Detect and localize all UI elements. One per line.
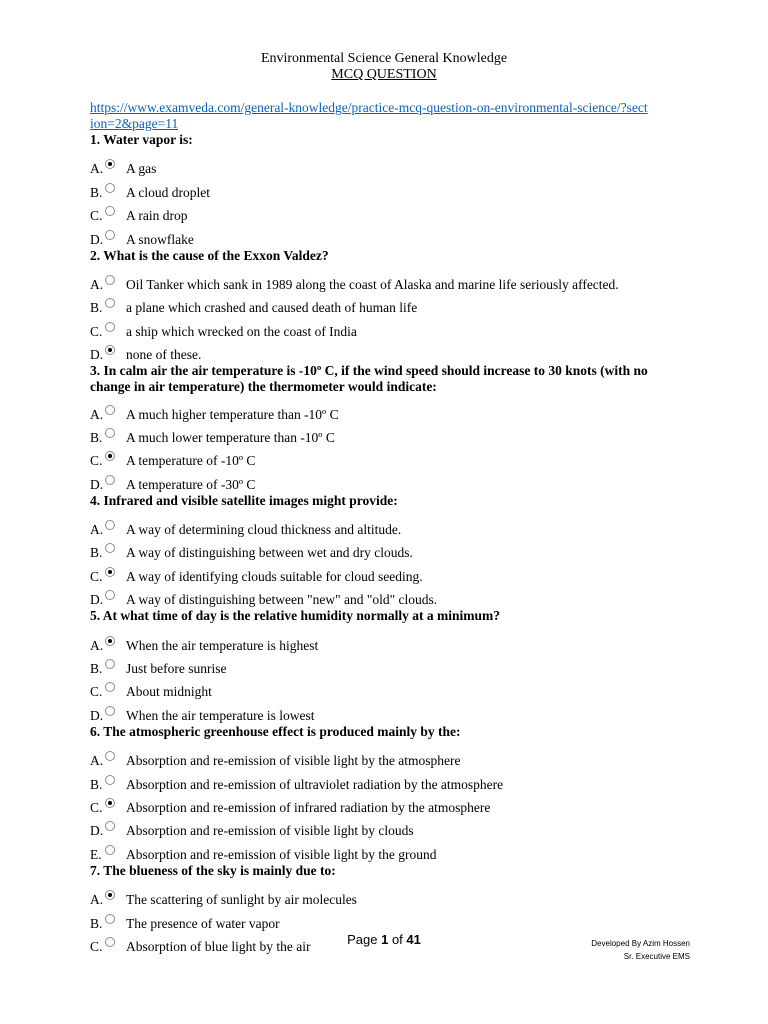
answer-option[interactable] (90, 839, 690, 862)
answer-option[interactable] (90, 908, 690, 931)
option-text: A snowflake (126, 231, 194, 247)
option-letter: C. (90, 453, 103, 469)
option-letter: C. (90, 208, 103, 224)
answer-option[interactable] (90, 515, 690, 538)
option-letter: D. (90, 476, 104, 492)
radio-selected-icon[interactable] (105, 159, 115, 169)
option-text: A temperature of -10º C (126, 453, 256, 469)
question-text: 1. Water vapor is: (90, 132, 193, 147)
option-letter: A. (90, 161, 104, 177)
answer-option[interactable] (90, 700, 690, 723)
developer-credit (591, 937, 690, 963)
radio-selected-icon[interactable] (105, 636, 115, 646)
radio-empty-icon[interactable] (105, 775, 115, 785)
option-letter: A. (90, 892, 104, 908)
option-letter: D. (90, 823, 104, 839)
option-letter: E. (90, 846, 102, 862)
radio-empty-icon[interactable] (105, 520, 115, 530)
option-letter: C. (90, 799, 103, 815)
question-text: 7. The blueness of the sky is mainly due to: (90, 862, 336, 878)
option-text: A gas (126, 161, 157, 177)
radio-empty-icon[interactable] (105, 751, 115, 761)
option-text: A much higher temperature than -10º C (126, 406, 339, 422)
radio-empty-icon[interactable] (105, 682, 115, 692)
question-text: 3. In calm air the air temperature is -10º C, if the wind speed should increase to 30 knots (with no change in air temperature) the thermometer would indicate: (90, 363, 648, 395)
answer-option[interactable] (90, 340, 690, 363)
answer-option[interactable] (90, 316, 690, 339)
page-of: of (391, 932, 403, 947)
option-letter: C. (90, 323, 103, 339)
answer-option[interactable] (90, 224, 690, 247)
option-text: A way of identifying clouds suitable for cloud seeding. (126, 568, 423, 584)
answer-option[interactable] (90, 538, 690, 561)
answer-option[interactable] (90, 585, 690, 608)
answer-option[interactable] (90, 293, 690, 316)
question-text: 6. The atmospheric greenhouse effect is produced mainly by the: (90, 723, 461, 739)
radio-selected-icon[interactable] (105, 798, 115, 808)
option-text: The scattering of sunlight by air molecules (126, 892, 357, 908)
answer-option[interactable] (90, 630, 690, 653)
answer-option[interactable] (90, 816, 690, 839)
option-text: A much lower temperature than -10º C (126, 429, 335, 445)
option-text: When the air temperature is highest (126, 637, 319, 653)
radio-empty-icon[interactable] (105, 230, 115, 240)
option-letter: D. (90, 347, 104, 363)
answer-option[interactable] (90, 423, 690, 446)
document-subtitle: MCQ QUESTION (331, 67, 437, 82)
answer-option[interactable] (90, 769, 690, 792)
radio-empty-icon[interactable] (105, 659, 115, 669)
source-link[interactable]: https://www.examveda.com/general-knowledge/practice-mcq-question-on-environmental-science/?section=2&page=11 (90, 100, 648, 131)
option-letter: A. (90, 406, 104, 422)
option-letter: A. (90, 276, 104, 292)
answer-option[interactable] (90, 885, 690, 908)
option-letter: B. (90, 545, 103, 561)
radio-selected-icon[interactable] (105, 567, 115, 577)
radio-empty-icon[interactable] (105, 206, 115, 216)
option-text: A temperature of -30º C (126, 476, 256, 492)
option-letter: C. (90, 938, 103, 954)
option-text: Absorption and re-emission of infrared radiation by the atmosphere (126, 799, 491, 815)
radio-empty-icon[interactable] (105, 275, 115, 285)
radio-empty-icon[interactable] (105, 475, 115, 485)
radio-selected-icon[interactable] (105, 451, 115, 461)
answer-option[interactable] (90, 201, 690, 224)
option-text: Absorption and re-emission of ultraviolet radiation by the atmosphere (126, 776, 504, 792)
answer-option[interactable] (90, 677, 690, 700)
radio-empty-icon[interactable] (105, 428, 115, 438)
option-letter: C. (90, 684, 103, 700)
answer-option[interactable] (90, 654, 690, 677)
option-letter: B. (90, 661, 103, 677)
radio-empty-icon[interactable] (105, 914, 115, 924)
radio-empty-icon[interactable] (105, 322, 115, 332)
option-text: A cloud droplet (126, 184, 210, 200)
radio-selected-icon[interactable] (105, 890, 115, 900)
radio-selected-icon[interactable] (105, 345, 115, 355)
option-letter: A. (90, 522, 104, 538)
option-text: The presence of water vapor (126, 915, 280, 931)
answer-option[interactable] (90, 270, 690, 293)
page-current: 1 (381, 932, 389, 947)
answer-option[interactable] (90, 446, 690, 469)
radio-empty-icon[interactable] (105, 590, 115, 600)
option-text: A way of distinguishing between "new" and "old" clouds. (126, 592, 438, 608)
option-text: none of these. (126, 347, 202, 363)
option-text: A rain drop (126, 208, 188, 224)
option-letter: A. (90, 637, 104, 653)
answer-option[interactable] (90, 561, 690, 584)
radio-empty-icon[interactable] (105, 183, 115, 193)
option-letter: C. (90, 568, 103, 584)
option-text: A way of determining cloud thickness and altitude. (126, 522, 402, 538)
option-text: Absorption of blue light by the air (126, 938, 311, 954)
option-letter: D. (90, 592, 104, 608)
answer-option[interactable] (90, 154, 690, 177)
option-text: Just before sunrise (126, 661, 227, 677)
option-letter: B. (90, 915, 103, 931)
page-word: Page (347, 932, 378, 947)
answer-option[interactable] (90, 746, 690, 769)
option-letter: B. (90, 429, 103, 445)
developer-line-2: Sr. Executive EMS (623, 952, 690, 961)
option-text: About midnight (126, 684, 212, 700)
answer-option[interactable] (90, 793, 690, 816)
question-text: 5. At what time of day is the relative humidity normally at a minimum? (90, 608, 500, 624)
radio-empty-icon[interactable] (105, 706, 115, 716)
radio-empty-icon[interactable] (105, 543, 115, 553)
option-letter: D. (90, 707, 104, 723)
option-text: A way of distinguishing between wet and dry clouds. (126, 545, 413, 561)
answer-option[interactable] (90, 177, 690, 200)
option-text: When the air temperature is lowest (126, 707, 315, 723)
radio-empty-icon[interactable] (105, 821, 115, 831)
option-letter: D. (90, 231, 104, 247)
answer-option[interactable] (90, 469, 690, 492)
option-text: Absorption and re-emission of visible light by the ground (126, 846, 437, 862)
page-total: 41 (406, 932, 421, 947)
question-text: 4. Infrared and visible satellite images might provide: (90, 492, 398, 508)
option-text: Absorption and re-emission of visible light by the atmosphere (126, 753, 461, 769)
option-letter: B. (90, 300, 103, 316)
radio-empty-icon[interactable] (105, 298, 115, 308)
option-text: a ship which wrecked on the coast of India (126, 323, 357, 339)
option-letter: A. (90, 753, 104, 769)
developer-line-1: Developed By Azim Hossen (591, 939, 690, 948)
question-text: 2. What is the cause of the Exxon Valdez? (90, 247, 329, 263)
question-list (90, 132, 690, 955)
radio-empty-icon[interactable] (105, 405, 115, 415)
answer-option[interactable] (90, 399, 690, 422)
option-letter: B. (90, 776, 103, 792)
option-text: Oil Tanker which sank in 1989 along the coast of Alaska and marine life seriously affected. (126, 276, 619, 292)
option-text: a plane which crashed and caused death of human life (126, 300, 418, 316)
option-letter: B. (90, 184, 103, 200)
option-text: Absorption and re-emission of visible light by clouds (126, 823, 414, 839)
document-title: Environmental Science General Knowledge (260, 51, 508, 66)
radio-empty-icon[interactable] (105, 845, 115, 855)
